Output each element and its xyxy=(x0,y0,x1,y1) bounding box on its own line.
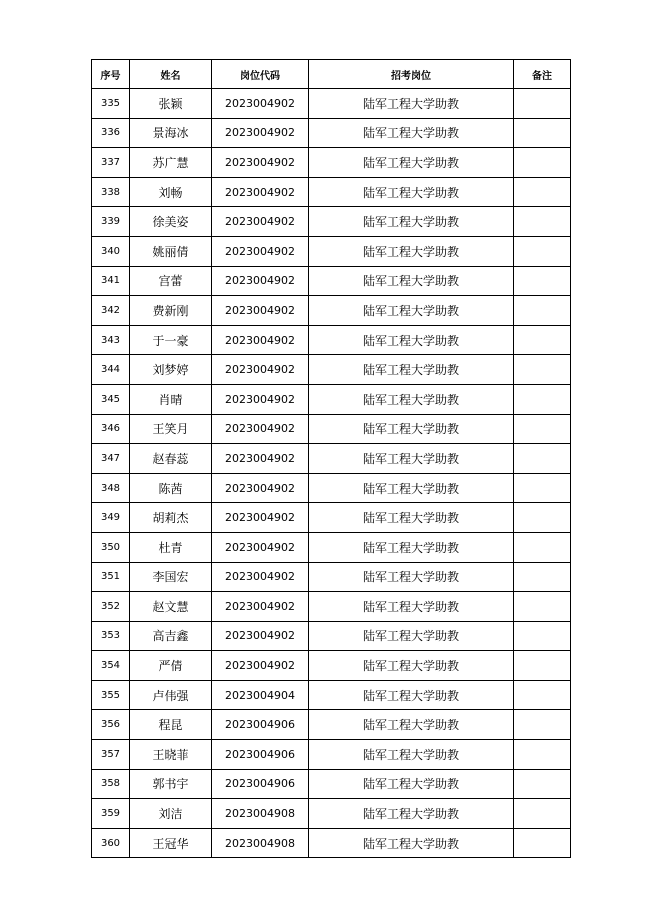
cell-post: 陆军工程大学助教 xyxy=(309,799,514,829)
table-row xyxy=(92,355,571,385)
cell-note xyxy=(514,503,571,533)
table-row xyxy=(92,562,571,592)
cell-note xyxy=(514,325,571,355)
cell-note xyxy=(514,118,571,148)
cell-post: 陆军工程大学助教 xyxy=(309,296,514,326)
table-row xyxy=(92,828,571,858)
table-row xyxy=(92,236,571,266)
cell-name: 宫蕾 xyxy=(130,266,212,296)
cell-seq: 357 xyxy=(92,740,130,770)
cell-note xyxy=(514,592,571,622)
cell-seq: 337 xyxy=(92,148,130,178)
cell-code: 2023004902 xyxy=(212,118,309,148)
roster-table xyxy=(91,59,571,858)
cell-note xyxy=(514,177,571,207)
cell-name: 肖晴 xyxy=(130,384,212,414)
cell-note xyxy=(514,148,571,178)
cell-seq: 344 xyxy=(92,355,130,385)
cell-code: 2023004902 xyxy=(212,473,309,503)
cell-post: 陆军工程大学助教 xyxy=(309,355,514,385)
table-row xyxy=(92,710,571,740)
cell-note xyxy=(514,207,571,237)
cell-code: 2023004902 xyxy=(212,207,309,237)
cell-seq: 338 xyxy=(92,177,130,207)
cell-note xyxy=(514,828,571,858)
header-row xyxy=(92,60,571,89)
cell-code: 2023004902 xyxy=(212,384,309,414)
cell-name: 刘畅 xyxy=(130,177,212,207)
cell-seq: 353 xyxy=(92,621,130,651)
cell-code: 2023004902 xyxy=(212,592,309,622)
cell-code: 2023004906 xyxy=(212,769,309,799)
cell-post: 陆军工程大学助教 xyxy=(309,444,514,474)
cell-seq: 351 xyxy=(92,562,130,592)
table-row xyxy=(92,177,571,207)
cell-note xyxy=(514,89,571,119)
cell-code: 2023004906 xyxy=(212,740,309,770)
cell-seq: 349 xyxy=(92,503,130,533)
cell-name: 王笑月 xyxy=(130,414,212,444)
cell-post: 陆军工程大学助教 xyxy=(309,621,514,651)
cell-name: 张颖 xyxy=(130,89,212,119)
cell-post: 陆军工程大学助教 xyxy=(309,236,514,266)
table-row xyxy=(92,118,571,148)
cell-post: 陆军工程大学助教 xyxy=(309,503,514,533)
cell-code: 2023004908 xyxy=(212,828,309,858)
cell-code: 2023004902 xyxy=(212,148,309,178)
cell-note xyxy=(514,710,571,740)
cell-seq: 340 xyxy=(92,236,130,266)
cell-name: 王晓菲 xyxy=(130,740,212,770)
cell-post: 陆军工程大学助教 xyxy=(309,592,514,622)
cell-name: 陈茜 xyxy=(130,473,212,503)
cell-note xyxy=(514,740,571,770)
cell-note xyxy=(514,651,571,681)
cell-post: 陆军工程大学助教 xyxy=(309,828,514,858)
cell-code: 2023004902 xyxy=(212,414,309,444)
cell-note xyxy=(514,296,571,326)
table-row xyxy=(92,503,571,533)
table-row xyxy=(92,473,571,503)
cell-post: 陆军工程大学助教 xyxy=(309,473,514,503)
table-row xyxy=(92,414,571,444)
table-row xyxy=(92,740,571,770)
cell-seq: 360 xyxy=(92,828,130,858)
cell-code: 2023004902 xyxy=(212,532,309,562)
cell-name: 程昆 xyxy=(130,710,212,740)
cell-post: 陆军工程大学助教 xyxy=(309,680,514,710)
cell-code: 2023004904 xyxy=(212,680,309,710)
cell-name: 刘梦婷 xyxy=(130,355,212,385)
table-row xyxy=(92,532,571,562)
table-row xyxy=(92,592,571,622)
cell-name: 严倩 xyxy=(130,651,212,681)
cell-note xyxy=(514,384,571,414)
cell-name: 郭书宇 xyxy=(130,769,212,799)
cell-name: 苏广慧 xyxy=(130,148,212,178)
cell-code: 2023004902 xyxy=(212,266,309,296)
cell-post: 陆军工程大学助教 xyxy=(309,651,514,681)
cell-name: 赵文慧 xyxy=(130,592,212,622)
cell-seq: 355 xyxy=(92,680,130,710)
cell-post: 陆军工程大学助教 xyxy=(309,562,514,592)
cell-code: 2023004906 xyxy=(212,710,309,740)
cell-seq: 354 xyxy=(92,651,130,681)
table-row xyxy=(92,325,571,355)
cell-post: 陆军工程大学助教 xyxy=(309,532,514,562)
cell-seq: 346 xyxy=(92,414,130,444)
cell-code: 2023004902 xyxy=(212,562,309,592)
cell-name: 高吉鑫 xyxy=(130,621,212,651)
cell-seq: 359 xyxy=(92,799,130,829)
cell-name: 徐美姿 xyxy=(130,207,212,237)
table-row xyxy=(92,621,571,651)
cell-code: 2023004902 xyxy=(212,621,309,651)
cell-seq: 335 xyxy=(92,89,130,119)
cell-code: 2023004902 xyxy=(212,503,309,533)
cell-note xyxy=(514,532,571,562)
cell-name: 刘洁 xyxy=(130,799,212,829)
table-row xyxy=(92,799,571,829)
cell-post: 陆军工程大学助教 xyxy=(309,207,514,237)
cell-note xyxy=(514,799,571,829)
cell-name: 于一豪 xyxy=(130,325,212,355)
table-row xyxy=(92,444,571,474)
cell-seq: 339 xyxy=(92,207,130,237)
cell-seq: 356 xyxy=(92,710,130,740)
cell-name: 胡莉杰 xyxy=(130,503,212,533)
cell-name: 赵春蕊 xyxy=(130,444,212,474)
cell-seq: 345 xyxy=(92,384,130,414)
cell-name: 李国宏 xyxy=(130,562,212,592)
cell-name: 费新刚 xyxy=(130,296,212,326)
cell-seq: 343 xyxy=(92,325,130,355)
cell-post: 陆军工程大学助教 xyxy=(309,325,514,355)
cell-post: 陆军工程大学助教 xyxy=(309,414,514,444)
header-post: 招考岗位 xyxy=(309,60,514,89)
cell-code: 2023004902 xyxy=(212,177,309,207)
cell-code: 2023004908 xyxy=(212,799,309,829)
cell-name: 杜青 xyxy=(130,532,212,562)
cell-seq: 336 xyxy=(92,118,130,148)
cell-note xyxy=(514,414,571,444)
header-name: 姓名 xyxy=(130,60,212,89)
cell-note xyxy=(514,266,571,296)
cell-note xyxy=(514,562,571,592)
cell-post: 陆军工程大学助教 xyxy=(309,266,514,296)
cell-note xyxy=(514,680,571,710)
cell-code: 2023004902 xyxy=(212,444,309,474)
cell-code: 2023004902 xyxy=(212,296,309,326)
cell-seq: 348 xyxy=(92,473,130,503)
cell-post: 陆军工程大学助教 xyxy=(309,740,514,770)
cell-note xyxy=(514,473,571,503)
cell-note xyxy=(514,236,571,266)
cell-note xyxy=(514,769,571,799)
cell-seq: 342 xyxy=(92,296,130,326)
table-row xyxy=(92,89,571,119)
cell-code: 2023004902 xyxy=(212,325,309,355)
table-row xyxy=(92,769,571,799)
cell-name: 景海冰 xyxy=(130,118,212,148)
cell-name: 姚丽倩 xyxy=(130,236,212,266)
cell-seq: 352 xyxy=(92,592,130,622)
cell-note xyxy=(514,444,571,474)
table-row xyxy=(92,266,571,296)
table-row xyxy=(92,651,571,681)
cell-post: 陆军工程大学助教 xyxy=(309,710,514,740)
table-row xyxy=(92,148,571,178)
cell-code: 2023004902 xyxy=(212,89,309,119)
cell-note xyxy=(514,355,571,385)
cell-post: 陆军工程大学助教 xyxy=(309,384,514,414)
table-row xyxy=(92,207,571,237)
cell-code: 2023004902 xyxy=(212,236,309,266)
cell-seq: 347 xyxy=(92,444,130,474)
header-seq: 序号 xyxy=(92,60,130,89)
table-row xyxy=(92,384,571,414)
table-row xyxy=(92,296,571,326)
cell-post: 陆军工程大学助教 xyxy=(309,769,514,799)
cell-seq: 358 xyxy=(92,769,130,799)
cell-code: 2023004902 xyxy=(212,355,309,385)
header-code: 岗位代码 xyxy=(212,60,309,89)
cell-code: 2023004902 xyxy=(212,651,309,681)
cell-post: 陆军工程大学助教 xyxy=(309,148,514,178)
cell-post: 陆军工程大学助教 xyxy=(309,118,514,148)
header-note: 备注 xyxy=(514,60,571,89)
cell-note xyxy=(514,621,571,651)
cell-name: 王冠华 xyxy=(130,828,212,858)
cell-name: 卢伟强 xyxy=(130,680,212,710)
cell-seq: 341 xyxy=(92,266,130,296)
cell-post: 陆军工程大学助教 xyxy=(309,89,514,119)
cell-seq: 350 xyxy=(92,532,130,562)
cell-post: 陆军工程大学助教 xyxy=(309,177,514,207)
table-row xyxy=(92,680,571,710)
table-body xyxy=(92,89,571,858)
